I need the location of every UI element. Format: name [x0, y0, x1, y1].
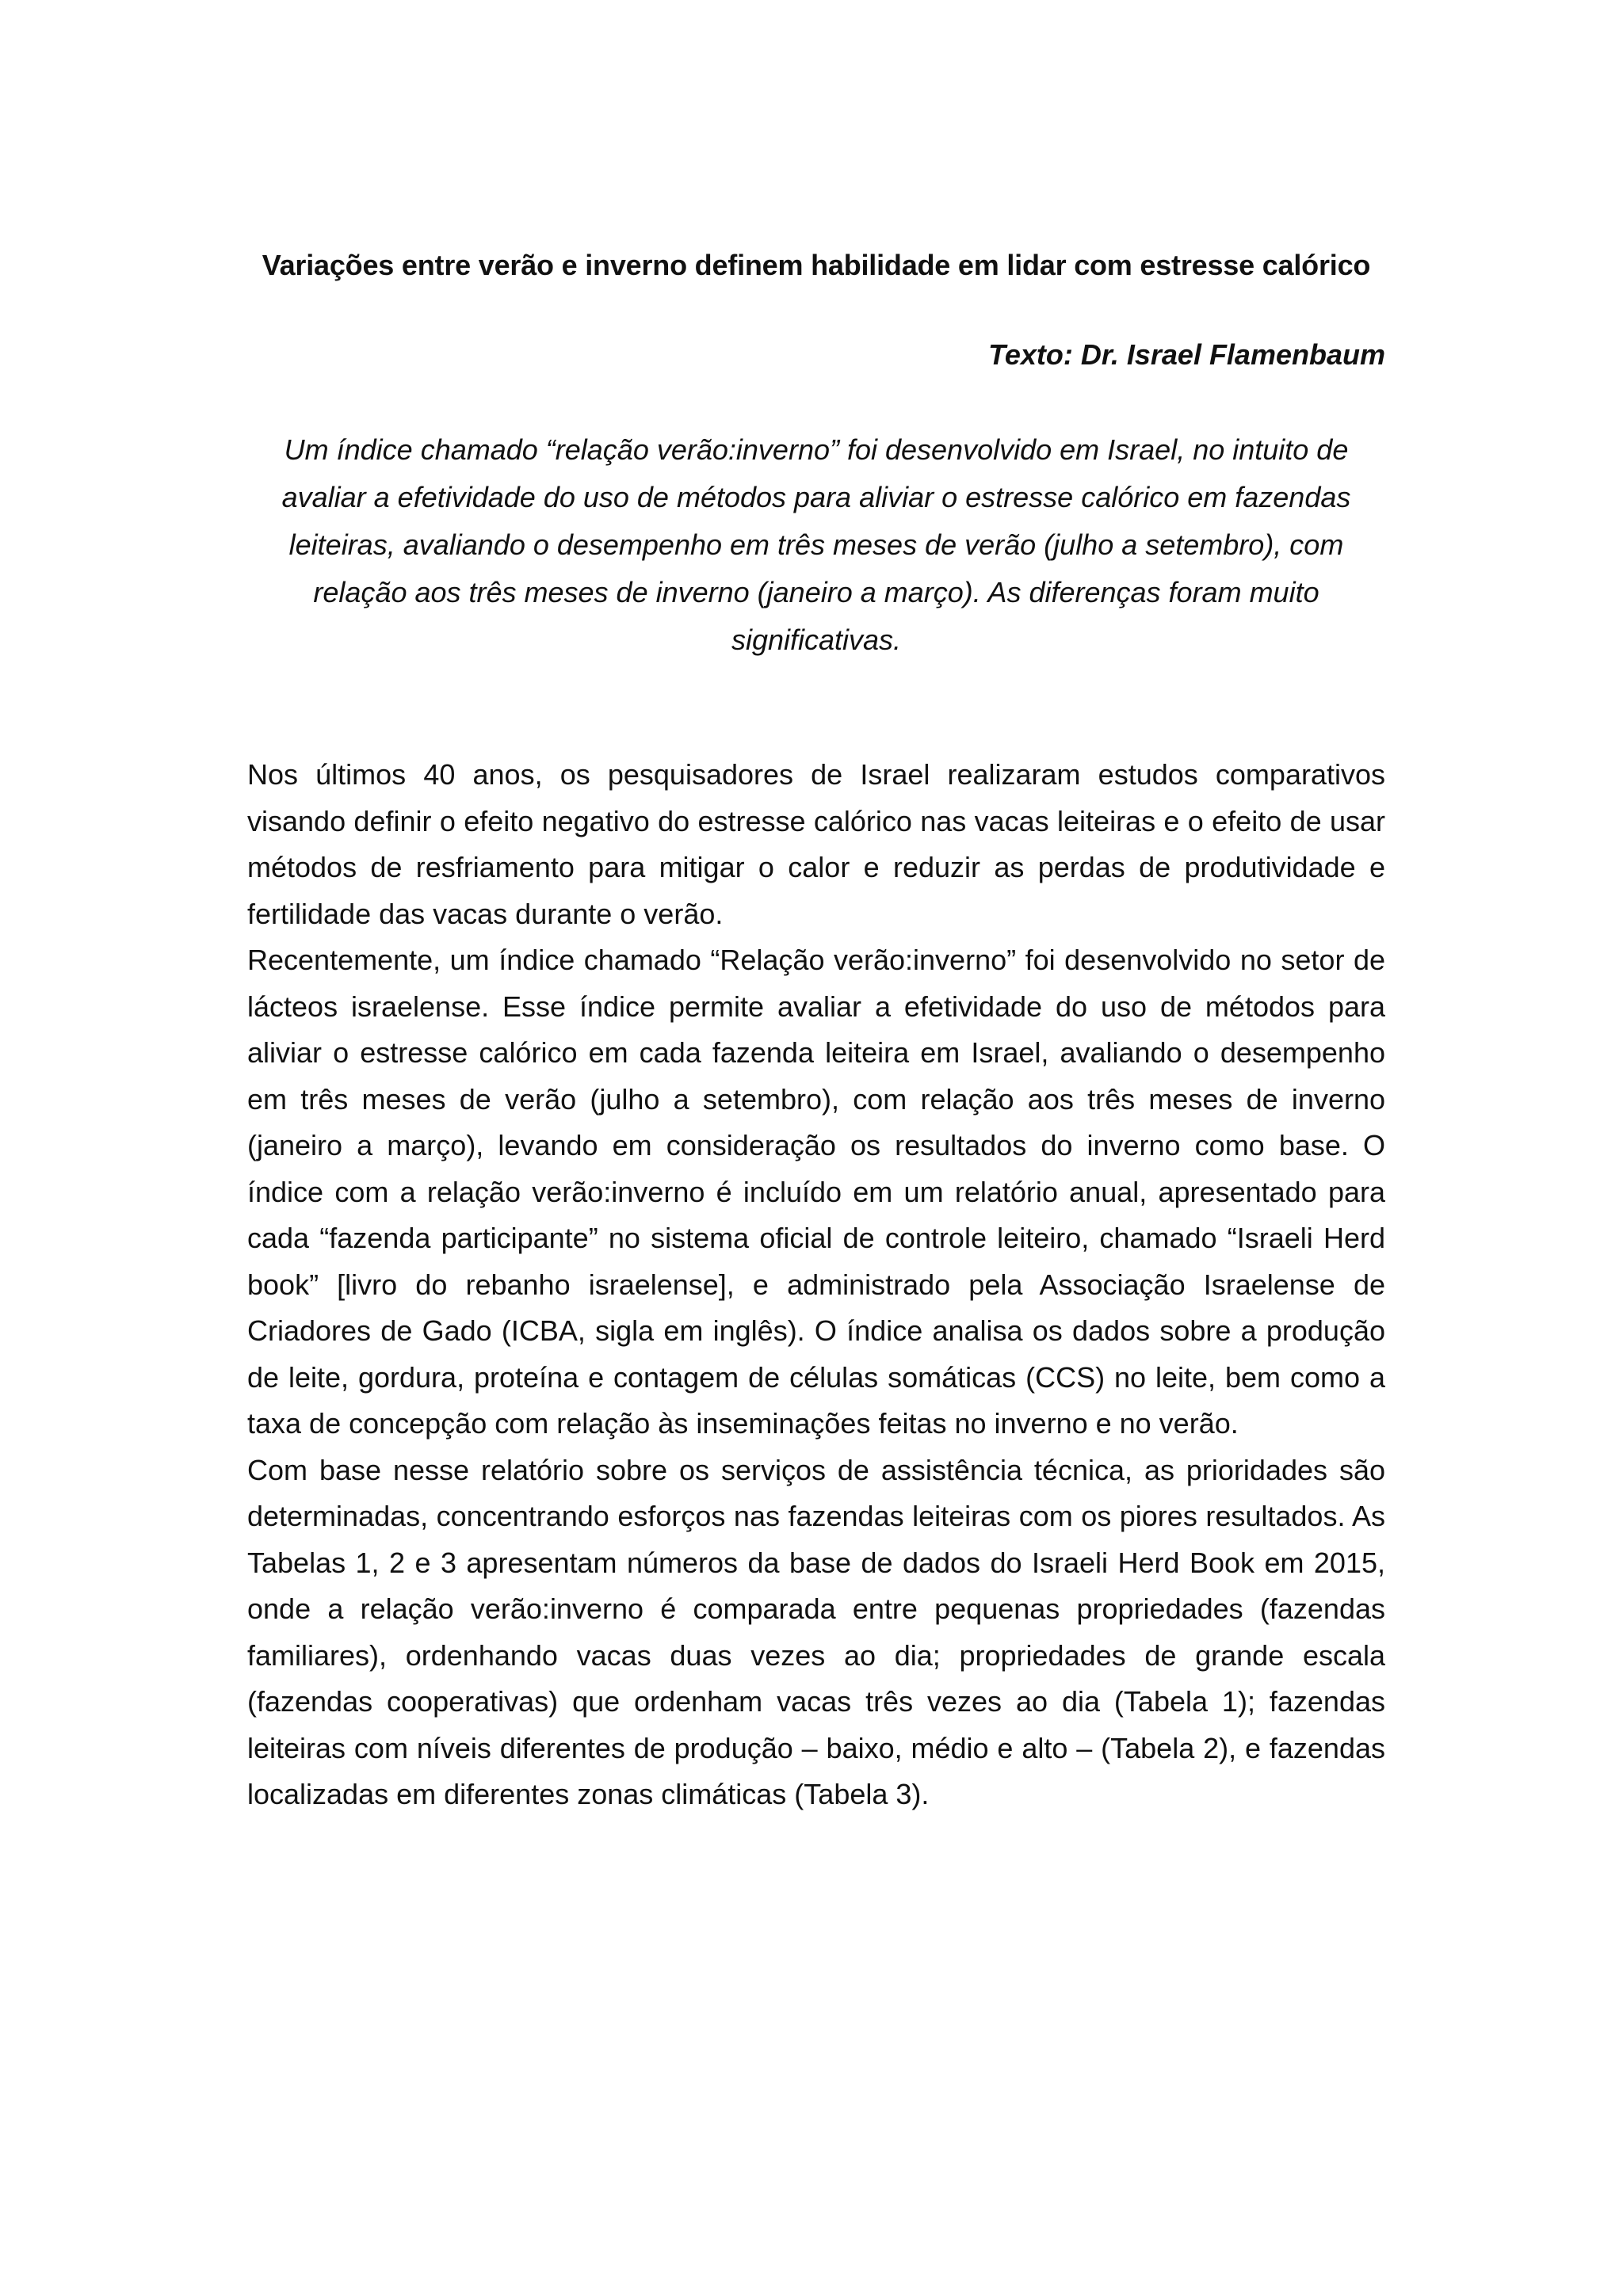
article-body	[247, 752, 1385, 1818]
body-paragraph: Nos últimos 40 anos, os pesquisadores de Israel realizaram estudos comparativos visando definir o efeito negativo do estresse calórico nas vacas leiteiras e o efeito de usar métodos de resfriamento para mitigar o calor e reduzir as perdas de produtividade e fertilidade das vacas durante o verão.	[247, 758, 1385, 930]
body-paragraph: Recentemente, um índice chamado “Relação verão:inverno” foi desenvolvido no setor de lácteos israelense. Esse índice permite avaliar a efetividade do uso de métodos para aliviar o estresse calórico em cada fazenda leiteira em Israel, avaliando o desempenho em três meses de verão (julho a setembro), com relação aos três meses de inverno (janeiro a março), levando em consideração os resultados do inverno como base. O índice com a relação verão:inverno é incluído em um relatório anual, apresentado para cada “fazenda participante” no sistema oficial de controle leiteiro, chamado “Israeli Herd book” [livro do rebanho israelense], e administrado pela Associação Israelense de Criadores de Gado (ICBA, sigla em inglês). O índice analisa os dados sobre a produção de leite, gordura, proteína e contagem de células somáticas (CCS) no leite, bem como a taxa de concepção com relação às inseminações feitas no inverno e no verão.	[247, 944, 1385, 1440]
body-paragraph: Com base nesse relatório sobre os serviços de assistência técnica, as prioridades são determinadas, concentrando esforços nas fazendas leiteiras com os piores resultados. As Tabelas 1, 2 e 3 apresentam números da base de dados do Israeli Herd Book em 2015, onde a relação verão:inverno é comparada entre pequenas propriedades (fazendas familiares), ordenhando vacas duas vezes ao dia; propriedades de grande escala (fazendas cooperativas) que ordenham vacas três vezes ao dia (Tabela 1); fazendas leiteiras com níveis diferentes de produção – baixo, médio e alto – (Tabela 2), e fazendas localizadas em diferentes zonas climáticas (Tabela 3).	[247, 1453, 1385, 1810]
lead-summary: Um índice chamado “relação verão:inverno” foi desenvolvido em Israel, no intuito de avaliar a efetividade do uso de métodos para aliviar o estresse calórico em fazendas leiteiras, avaliando o desempenho em três meses de verão (julho a setembro), com relação aos três meses de inverno (janeiro a março). As diferenças foram muito significativas.	[281, 433, 1351, 656]
document-title: Variações entre verão e inverno definem habilidade em lidar com estresse calórico	[262, 249, 1371, 281]
author-byline: Texto: Dr. Israel Flamenbaum	[988, 338, 1385, 371]
